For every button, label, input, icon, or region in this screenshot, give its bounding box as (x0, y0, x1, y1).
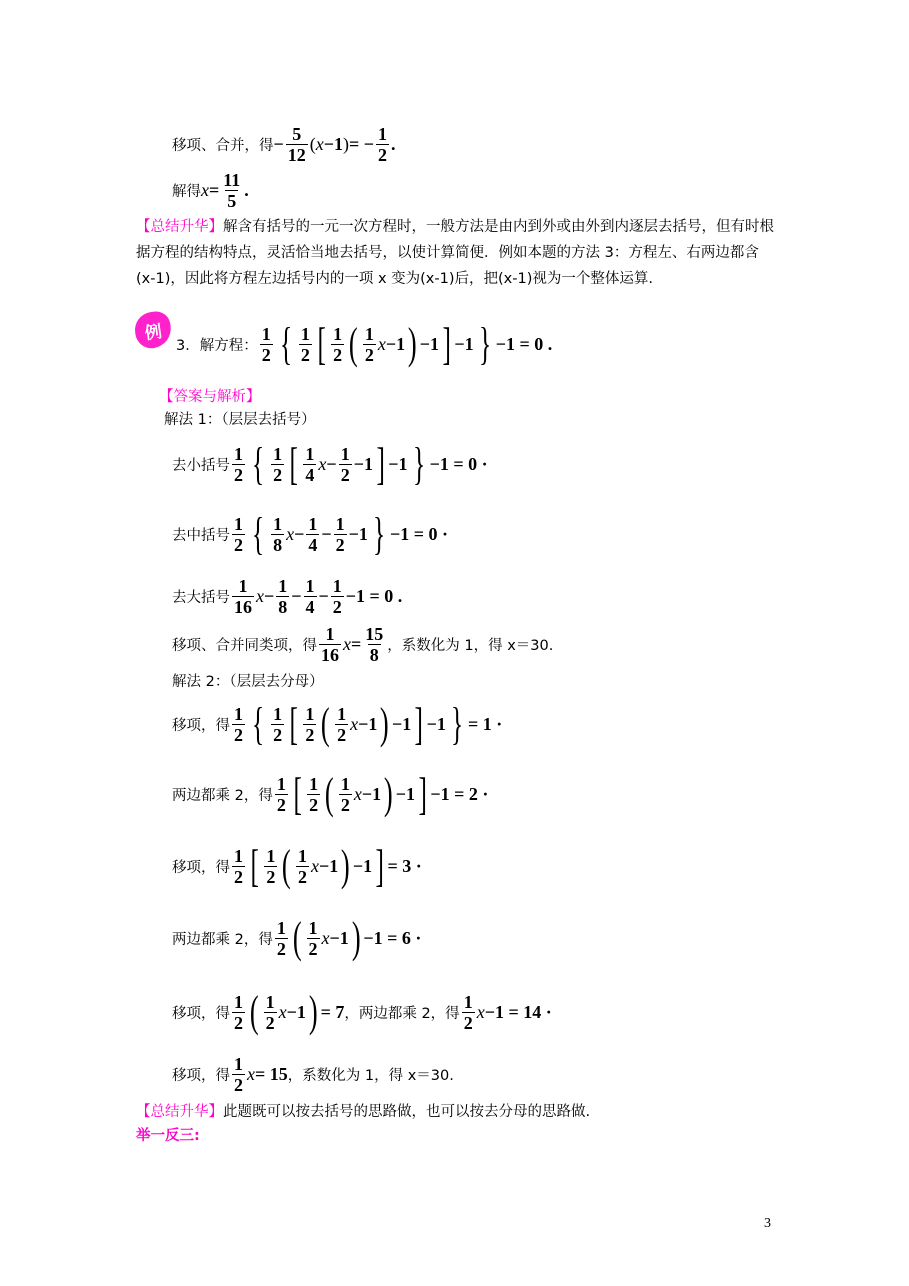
page-number: 3 (764, 1216, 771, 1231)
practice-heading: 举一反三: (136, 1128, 200, 1144)
summary-tag: 【总结升华】 (136, 219, 223, 235)
fraction: $\frac{11}{5}$ (223, 169, 241, 211)
example-equation: 3．解方程： $\frac{1}{2}$ { $\frac{1}{2}$ [ $\frac{1}{2}$ ( $\frac{1}{2}$ x −1 ) −1 ] −1 } −1 = 0 . (176, 318, 553, 369)
summary-paragraph (136, 214, 776, 292)
step-solve: 解得 x = $\frac{11}{5}$ . (172, 169, 249, 211)
summary2-tag: 【总结升华】 (136, 1104, 223, 1120)
remove-small-brackets: 去小括号 $\frac{1}{2}$ { $\frac{1}{2}$ [ $\frac{1}{4}$ x − $\frac{1}{2}$ −1 ] −1 } −1 = 0 · (172, 438, 488, 489)
method2-heading: 解法 2：（层层去分母） (172, 674, 324, 690)
example-label: 3．解方程： (176, 337, 258, 354)
answer-tag: 【答案与解析】 (159, 389, 261, 405)
m2-step3: 移项，得 $\frac{1}{2}$ [ $\frac{1}{2}$ ( $\frac{1}{2}$ x −1 ) −1 ] = 3 · (172, 840, 422, 891)
fraction: $\frac{5}{12}$ (287, 123, 306, 165)
example-badge: 例 (133, 310, 174, 351)
summary-text: 解含有括号的一元一次方程时，一般方法是由内到外或由外到内逐层去括号，但有时根据方程的结构特点，灵活恰当地去括号，以使计算简便．例如本题的方法 3：方程左、右两边都含(x-1)，因此将方程左边括号内的一项 x 变为(x-1)后，把(x-1)视为一个整体运算. (136, 219, 774, 287)
m2-step2: 两边都乘 2，得 $\frac{1}{2}$ [ $\frac{1}{2}$ ( $\frac{1}{2}$ x −1 ) −1 ] −1 = 2 · (172, 768, 489, 819)
fraction: $\frac{1}{2}$ (378, 123, 388, 165)
summary2-line (136, 1100, 590, 1121)
m2-step4: 两边都乘 2，得 $\frac{1}{2}$ ( $\frac{1}{2}$ x −1 ) −1 = 6 · (172, 913, 422, 962)
step-combine: 移项、合并，得 − $\frac{5}{12}$ ( x −1 ) = − $\frac{1}{2}$ . (172, 123, 396, 165)
m2-step5: 移项，得 $\frac{1}{2}$ ( $\frac{1}{2}$ x −1 ) = 7 ，两边都乘 2，得 $\frac{1}{2}$ x −1 = 14 · (172, 987, 552, 1036)
combine-like-terms: 移项、合并同类项，得 $\frac{1}{16}$ x = $\frac{15}{8}$ ，系数化为 1，得 x＝30. (172, 623, 554, 665)
remove-middle-brackets: 去中括号 $\frac{1}{2}$ { $\frac{1}{8}$ x − $\frac{1}{4}$ − $\frac{1}{2}$ −1 } −1 = 0 · (172, 508, 449, 559)
method1-heading: 解法 1：（层层去括号） (164, 412, 316, 428)
step-combine-label: 移项、合并，得 (172, 137, 274, 154)
m2-step6: 移项，得 $\frac{1}{2}$ x = 15 ，系数化为 1，得 x＝30. (172, 1053, 454, 1095)
summary2-text: 此题既可以按去括号的思路做，也可以按去分母的思路做. (223, 1104, 591, 1120)
step-solve-label: 解得 (172, 183, 201, 200)
m2-step1: 移项，得 $\frac{1}{2}$ { $\frac{1}{2}$ [ $\frac{1}{2}$ ( $\frac{1}{2}$ x −1 ) −1 ] −1 } = 1 · (172, 698, 503, 749)
remove-large-brackets: 去大括号 $\frac{1}{16}$ x − $\frac{1}{8}$ − $\frac{1}{4}$ − $\frac{1}{2}$ −1 = 0 . (172, 575, 403, 617)
